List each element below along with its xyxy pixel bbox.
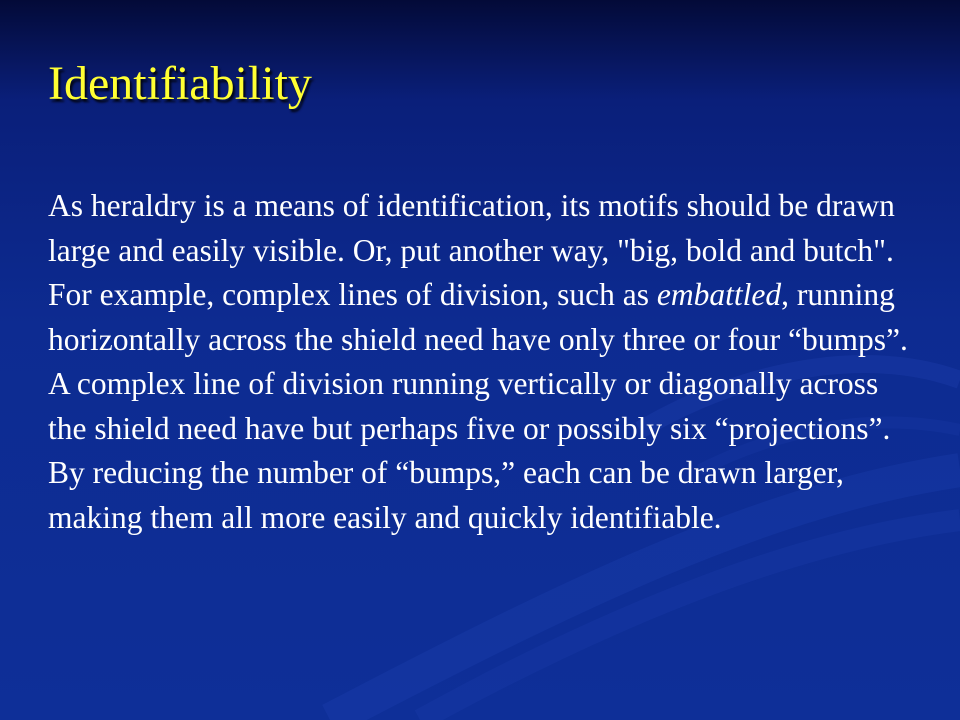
slide-body-text (48, 184, 908, 540)
slide-title: Identifiability (48, 57, 312, 110)
body-text-part-1: As heraldry is a means of identification, its motifs should be drawn large and easily visible. Or, put another way, "big, bold and butch". For example, complex lines of division, such as (48, 188, 895, 312)
body-text-italic-term: embattled (656, 277, 782, 312)
body-text-part-2: , running horizontally across the shield need have only three or four “bumps”. A complex line of division running vertically or diagonally across the shield need have but perhaps five or possibly six “projections”. By reducing the number of “bumps,” each can be drawn larger, making them all more easily and quickly identifiable. (48, 277, 908, 535)
